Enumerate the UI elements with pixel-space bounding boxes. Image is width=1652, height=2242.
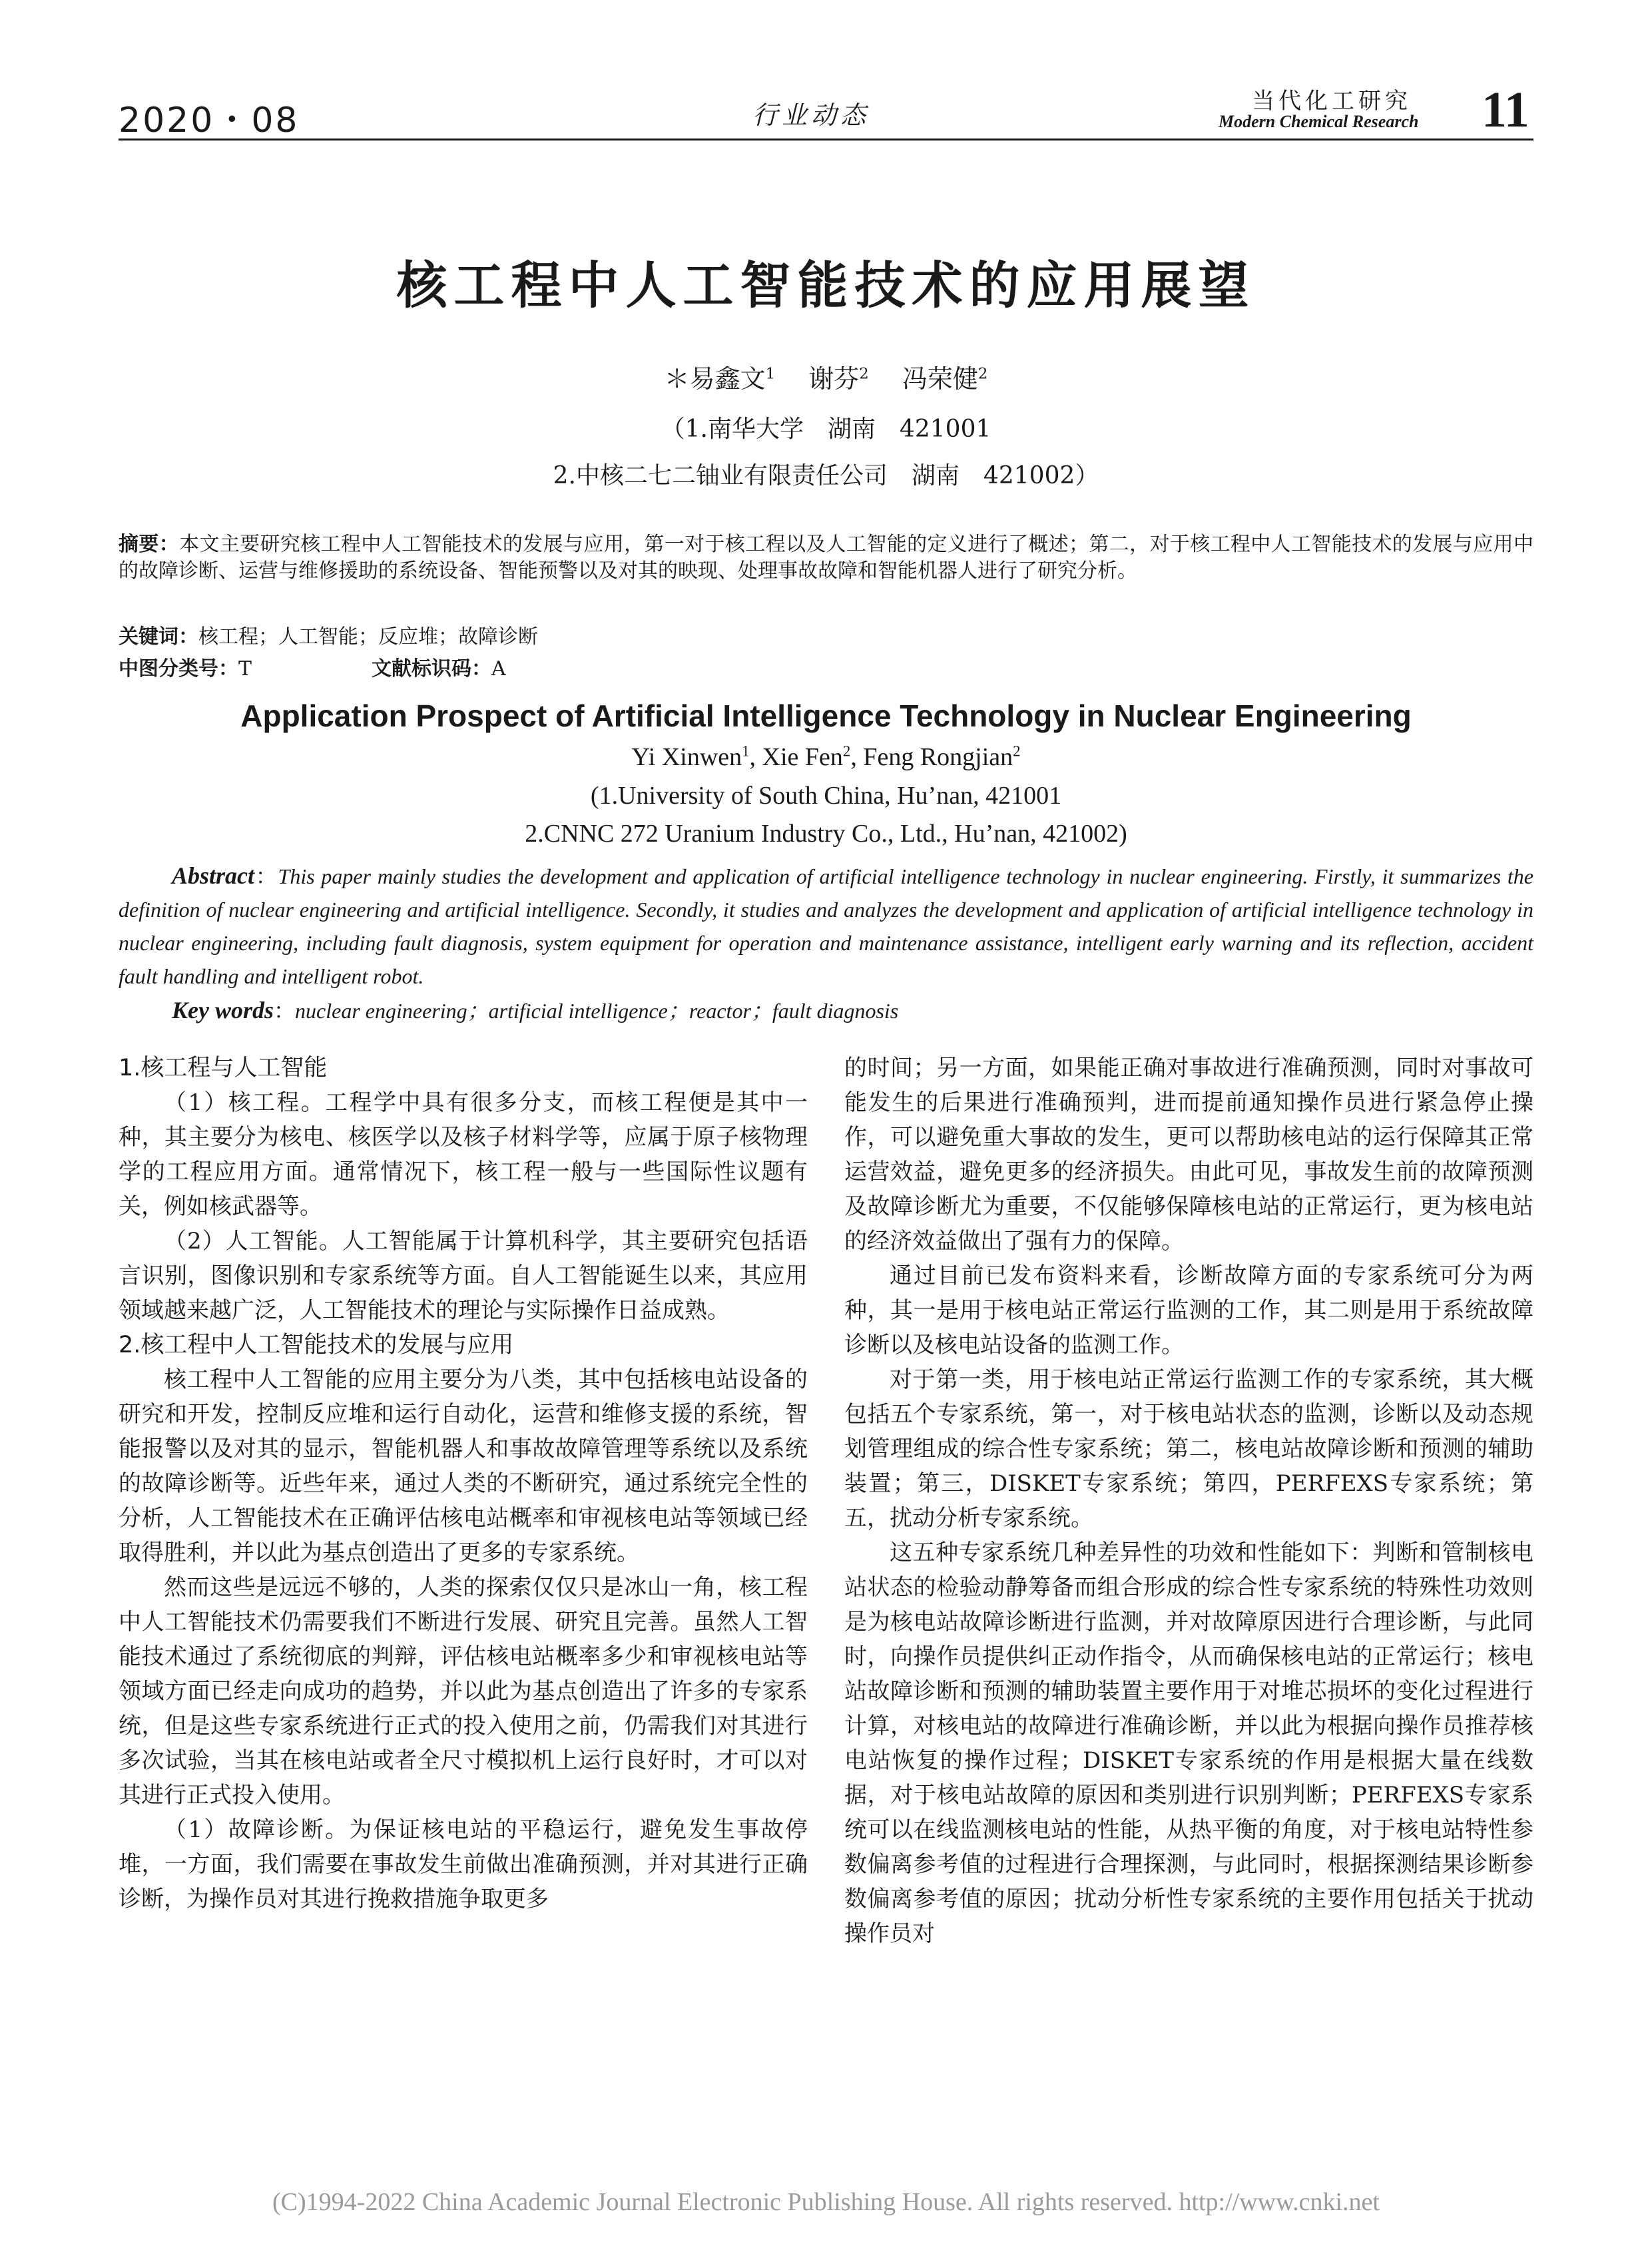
clc-value: T bbox=[238, 657, 252, 681]
doc-code-label: 文献标识码： bbox=[372, 657, 492, 681]
paper-title-cn: 核工程中人工智能技术的应用展望 bbox=[396, 256, 1256, 315]
classification-line bbox=[119, 656, 1533, 683]
paragraph: （1）核工程。工程学中具有很多分支，而核工程便是其中一种，其主要分为核电、核医学以及核子材料学等，应属于原子核物理学的工程应用方面。通常情况下，核工程一般与一些国际性议题有关，例如核武器等。 bbox=[119, 1089, 808, 1220]
abstract-en-label: Abstract bbox=[172, 862, 255, 889]
keywords-en-text: nuclear engineering；artificial intelligence；reactor；fault diagnosis bbox=[295, 999, 899, 1023]
paragraph: 的时间；另一方面，如果能正确对事故进行准确预测，同时对事故可能发生的后果进行准确预判，进而提前通知操作员进行紧急停止操作，可以避免重大事故的发生，更可以帮助核电站的运行保障其正常运营效益，避免更多的经济损失。由此可见，事故发生前的故障预测及故障诊断尤为重要，不仅能够保障核电站的正常运行，更为核电站的经济效益做出了强有力的保障。 bbox=[844, 1055, 1533, 1255]
keywords-cn bbox=[119, 624, 1533, 651]
author-en-1: Yi Xinwen bbox=[631, 743, 742, 771]
author-en-2-affil: 2 bbox=[842, 742, 851, 760]
author-1-affil: 1 bbox=[765, 365, 776, 383]
author-1: ＊易鑫文 bbox=[664, 364, 766, 394]
affiliation-en-1: (1.University of South China, Hu’nan, 421001 bbox=[590, 782, 1062, 810]
abstract-en: Abstract：This paper mainly studies the development and application of artificial intelligence technology in nuclear engineering. Firstly, it summarizes the definition of nuclear engineering and artificial intelligence. Secondly, it studies and analyzes the development and application of artificial intelligence technology in nuclear engineering, including fault diagnosis, system equipment for operation and maintenance assistance, intelligent early warning and its reflection, accident fault handling and intelligent robot. bbox=[119, 862, 1533, 988]
paragraph: 核工程中人工智能的应用主要分为八类，其中包括核电站设备的研究和开发，控制反应堆和运行自动化，运营和维修支援的系统，智能报警以及对其的显示，智能机器人和事故故障管理等系统以及系统的故障诊断等。近些年来，通过人类的不断研究，通过系统完全性的分析，人工智能技术在正确评估核电站概率和审视核电站等领域已经取得胜利，并以此为基点创造出了更多的专家系统。 bbox=[119, 1366, 808, 1566]
keywords-cn-text: 核工程；人工智能；反应堆；故障诊断 bbox=[198, 625, 538, 649]
authors-cn bbox=[0, 358, 1652, 395]
paper-title-en: Application Prospect of Artificial Intelligence Technology in Nuclear Engineering bbox=[240, 699, 1412, 733]
author-3-affil: 2 bbox=[977, 365, 988, 383]
doc-code-value: A bbox=[491, 657, 506, 681]
paragraph: 这五种专家系统几种差异性的功效和性能如下：判断和管制核电站状态的检验动静筹备而组合形成的综合性专家系统的特殊性功效则是为核电站故障诊断进行监测，并对故障原因进行合理诊断，与此同时，向操作员提供纠正动作指令，从而确保核电站的正常运行；核电站故障诊断和预测的辅助装置主要作用于对堆芯损坏的变化过程进行计算，对核电站的故障进行准确诊断，并以此为根据向操作员推荐核电站恢复的操作过程；DISKET专家系统的作用是根据大量在线数据，对于核电站故障的原因和类别进行识别判断；PERFEXS专家系统可以在线监测核电站的性能，从热平衡的角度，对于核电站特性参数偏离参考值的过程进行合理探测，与此同时，根据探测结果诊断参数偏离参考值的原因；扰动分析性专家系统的主要作用包括关于扰动操作员对 bbox=[844, 1540, 1533, 1947]
affiliation-cn-2: 2.中核二七二铀业有限责任公司 湖南 421002） bbox=[553, 462, 1099, 489]
paragraph: 然而这些是远远不够的，人类的探索仅仅只是冰山一角，核工程中人工智能技术仍需要我们不断进行发展、研究且完善。虽然人工智能技术通过了系统彻底的判辩，评估核电站概率多少和审视核电站等领域方面已经走向成功的趋势，并以此为基点创造出了许多的专家系统，但是这些专家系统进行正式的投入使用之前，仍需我们对其进行多次试验，当其在核电站或者全尺寸模拟机上运行良好时，才可以对其进行正式投入使用。 bbox=[119, 1574, 808, 1809]
issue-date: 2020・08 bbox=[119, 101, 300, 140]
body-column-right bbox=[844, 1051, 1533, 1951]
abstract-cn-text: 本文主要研究核工程中人工智能技术的发展与应用，第一对于核工程以及人工智能的定义进行了概述；第二，对于核工程中人工智能技术的发展与应用中的故障诊断、运营与维修援助的系统设备、智能预警以及对其的映现、处理事故故障和智能机器人进行了研究分析。 bbox=[119, 533, 1534, 583]
section-heading-1: 1.核工程与人工智能 bbox=[119, 1055, 328, 1081]
keywords-cn-label: 关键词： bbox=[119, 625, 198, 649]
author-en-3: , Feng Rongjian bbox=[850, 743, 1013, 771]
paragraph: 通过目前已发布资料来看，诊断故障方面的专家系统可分为两种，其一是用于核电站正常运行监测的工作，其二则是用于系统故障诊断以及核电站设备的监测工作。 bbox=[844, 1262, 1533, 1358]
copyright-footer: (C)1994-2022 China Academic Journal Electronic Publishing House. All rights reserved. http://www.cnki.net bbox=[272, 2188, 1380, 2216]
author-3: 冯荣健 bbox=[902, 364, 978, 394]
affiliation-en-2: 2.CNNC 272 Uranium Industry Co., Ltd., Hu’nan, 421002) bbox=[525, 820, 1127, 848]
clc-label: 中图分类号： bbox=[119, 657, 238, 681]
page-number: 11 bbox=[1482, 82, 1529, 138]
body-column-left bbox=[119, 1051, 808, 1916]
keywords-en: Key words：nuclear engineering；artificial intelligence；reactor；fault diagnosis bbox=[172, 997, 899, 1023]
journal-title-cn: 当代化工研究 bbox=[1252, 88, 1412, 115]
author-2-affil: 2 bbox=[859, 365, 869, 383]
keywords-en-label: Key words bbox=[172, 997, 274, 1023]
authors-en bbox=[0, 742, 1652, 772]
section-heading-2: 2.核工程中人工智能技术的发展与应用 bbox=[119, 1332, 514, 1358]
author-en-2: , Xie Fen bbox=[749, 743, 843, 771]
section-name: 行业动态 bbox=[752, 101, 870, 130]
affiliation-cn-1: （1.南华大学 湖南 421001 bbox=[661, 416, 991, 443]
journal-title-en: Modern Chemical Research bbox=[1219, 112, 1419, 131]
author-en-1-affil: 1 bbox=[742, 742, 750, 760]
header-divider bbox=[119, 139, 1533, 140]
paragraph: 对于第一类，用于核电站正常运行监测工作的专家系统，其大概包括五个专家系统，第一，对于核电站状态的监测，诊断以及动态规划管理组成的综合性专家系统；第二，核电站故障诊断和预测的辅助装置；第三，DISKET专家系统；第四，PERFEXS专家系统；第五，扰动分析专家系统。 bbox=[844, 1366, 1533, 1532]
author-2: 谢芬 bbox=[808, 364, 860, 394]
abstract-en-text: This paper mainly studies the development and application of artificial intelligence technology in nuclear engineering. Firstly, it summarizes the definition of nuclear engineering and artificial intelligence. Secondly, it studies and analyzes the development and application of artificial intelligence technology in nuclear engineering, including fault diagnosis, system equipment for operation and maintenance assistance, intelligent early warning and its reflection, accident fault handling and intelligent robot. bbox=[119, 864, 1533, 988]
abstract-cn bbox=[119, 531, 1533, 585]
paragraph: （1）故障诊断。为保证核电站的平稳运行，避免发生事故停堆，一方面，我们需要在事故发生前做出准确预测，并对其进行正确诊断，为操作员对其进行挽救措施争取更多 bbox=[119, 1817, 808, 1912]
author-en-3-affil: 2 bbox=[1013, 742, 1021, 760]
abstract-cn-label: 摘要： bbox=[119, 533, 180, 556]
paragraph: （2）人工智能。人工智能属于计算机科学，其主要研究包括语言识别，图像识别和专家系统等方面。自人工智能诞生以来，其应用领域越来越广泛，人工智能技术的理论与实际操作日益成熟。 bbox=[119, 1228, 808, 1324]
